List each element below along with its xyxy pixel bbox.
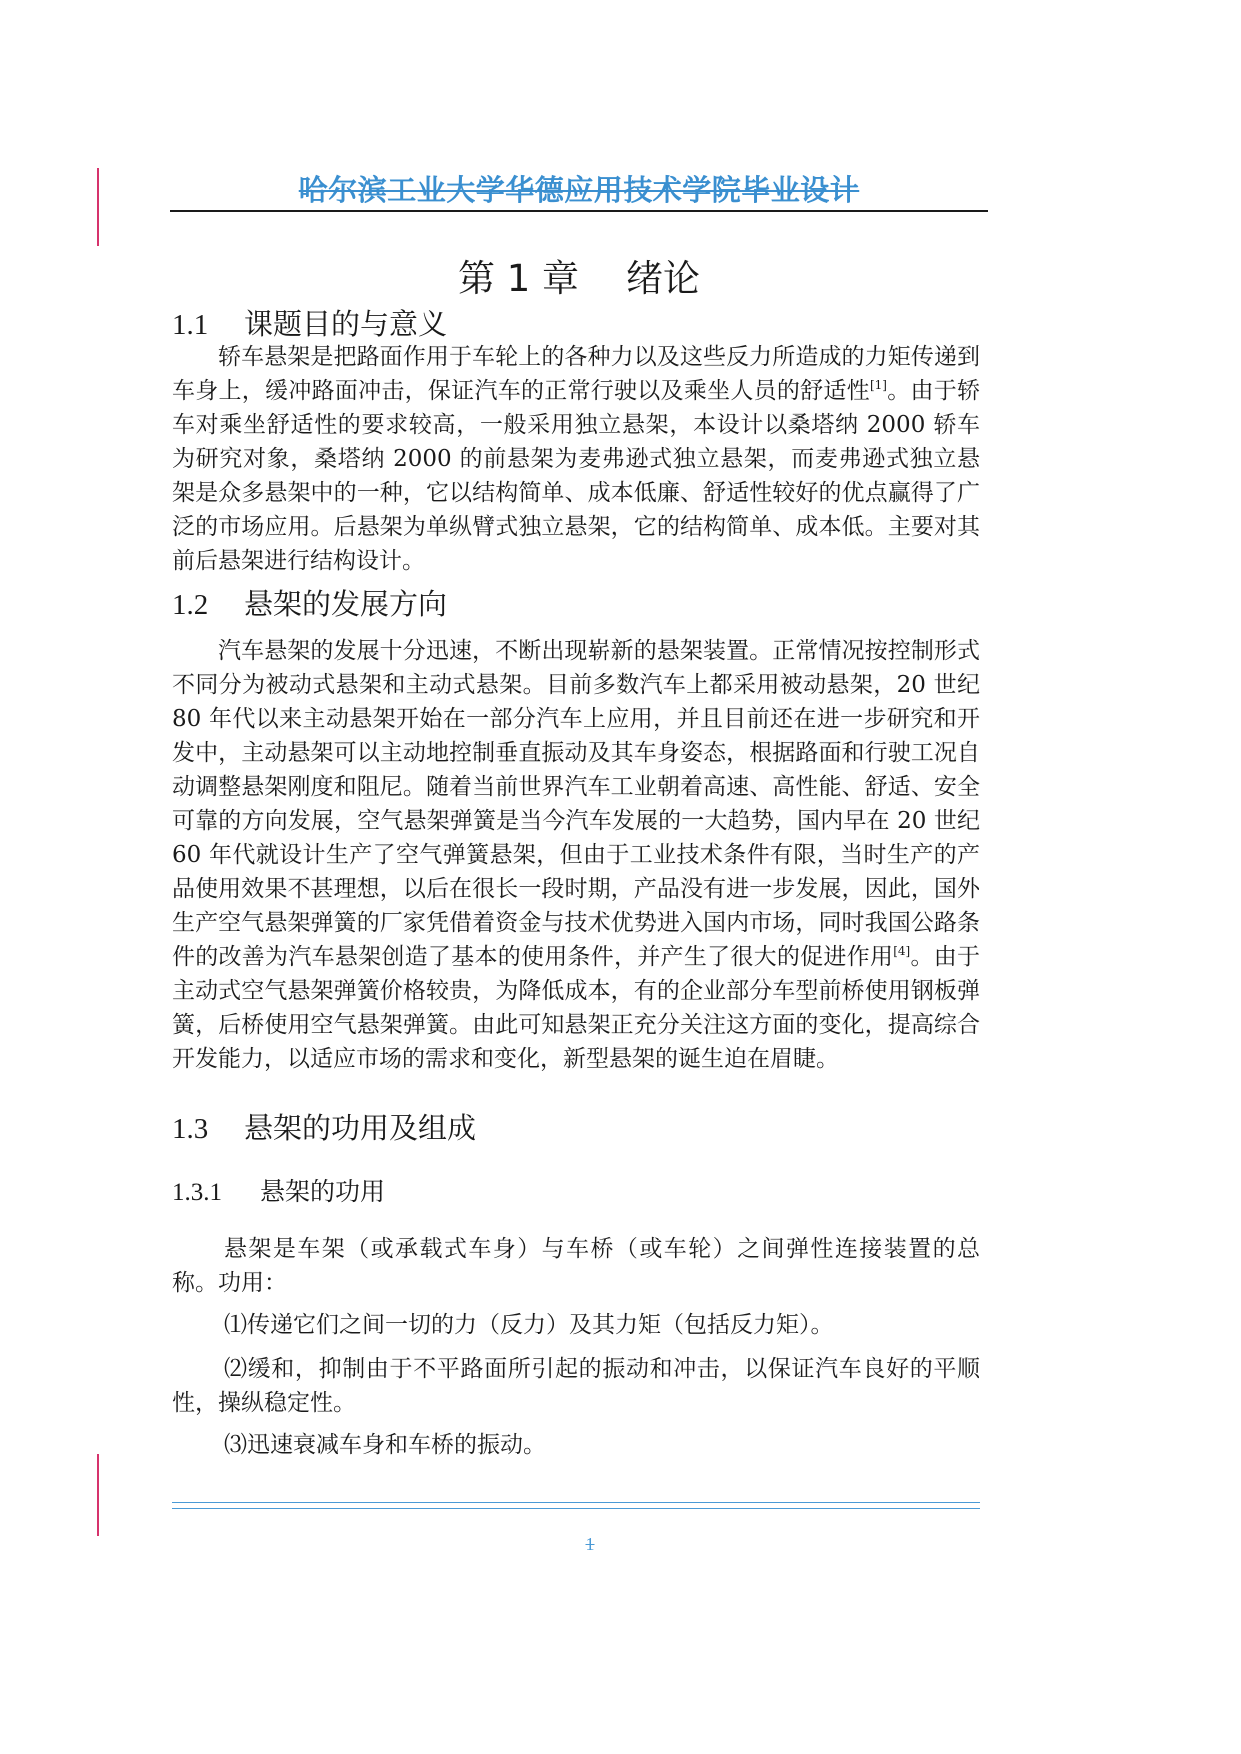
chapter-title: 第 1 章 绪论	[457, 257, 701, 300]
section-title: 悬架的发展方向	[244, 587, 448, 621]
section-heading-1-2	[172, 582, 447, 623]
citation: [1]	[869, 378, 887, 392]
revision-bar-top	[97, 168, 99, 246]
citation: [4]	[893, 944, 911, 958]
section-number: 1.3	[172, 1113, 209, 1145]
section-number: 1.2	[172, 589, 209, 621]
subsection-number: 1.3.1	[172, 1179, 222, 1206]
section-title: 悬架的功用及组成	[244, 1111, 477, 1145]
list-item-3: ⑶迅速衰减车身和车桥的振动。	[224, 1432, 546, 1458]
section-heading-1-1	[172, 302, 447, 343]
header-rule	[170, 210, 988, 212]
running-header-title: 哈尔滨工业大学华德应用技术学院毕业设计	[298, 173, 860, 207]
paragraph-1-2	[172, 634, 980, 1076]
list-item-2: ⑵缓和，抑制由于不平路面所引起的振动和冲击，以保证汽车良好的平顺性，操纵稳定性。	[172, 1356, 980, 1416]
page-number: 1	[585, 1534, 595, 1554]
subsection-title: 悬架的功用	[260, 1177, 386, 1206]
paragraph-1-1	[172, 340, 980, 578]
paragraph-text: 。由于主动式空气悬架弹簧价格较贵，为降低成本，有的企业部分车型前桥使用钢板弹簧，后桥使用空气悬架弹簧。由此可知悬架正充分关注这方面的变化，提高综合开发能力，以适应市场的需求和变化，新型悬架的诞生迫在眉睫。	[172, 944, 981, 1072]
revision-bar-bottom	[97, 1454, 99, 1536]
footer-rule-top	[172, 1502, 980, 1503]
footer-rule-bottom	[172, 1508, 980, 1509]
paragraph-text: 。由于轿车对乘坐舒适性的要求较高，一般采用独立悬架，本设计以桑塔纳 2000 轿车为研究对象，桑塔纳 2000 的前悬架为麦弗逊式独立悬架，而麦弗逊式独立悬架是众多悬架中的一种，它以结构简单、成本低廉、舒适性较好的优点赢得了广泛的市场应用。后悬架为单纵臂式独立悬架，它的结构简单、成本低。主要对其前后悬架进行结构设计。	[172, 378, 981, 574]
section-title: 课题目的与意义	[244, 307, 448, 341]
section-number: 1.1	[172, 309, 209, 341]
paragraph-text: 汽车悬架的发展十分迅速，不断出现崭新的悬架装置。正常情况按控制形式不同分为被动式悬架和主动式悬架。目前多数汽车上都采用被动悬架，20 世纪 80 年代以来主动悬架开始在一部分汽车上应用，并且目前还在进一步研究和开发中，主动悬架可以主动地控制垂直振动及其车身姿态，根据路面和行驶工况自动调整悬架刚度和阻尼。随着当前世界汽车工业朝着高速、高性能、舒适、安全可靠的方向发展，空气悬架弹簧是当今汽车发展的一大趋势，国内早在 20 世纪 60 年代就设计生产了空气弹簧悬架，但由于工业技术条件有限，当时生产的产品使用效果不甚理想，以后在很长一段时期，产品没有进一步发展，因此，国外生产空气悬架弹簧的厂家凭借着资金与技术优势进入国内市场，同时我国公路条件的改善为汽车悬架创造了基本的使用条件，并产生了很大的促进作用	[172, 638, 980, 970]
paragraph-1-3-1-intro: 悬架是车架（或承载式车身）与车桥（或车轮）之间弹性连接装置的总称。功用：	[172, 1236, 980, 1296]
list-item-1: ⑴传递它们之间一切的力（反力）及其力矩（包括反力矩）。	[224, 1312, 834, 1338]
subsection-heading-1-3-1	[172, 1172, 385, 1208]
section-heading-1-3	[172, 1106, 476, 1147]
paragraph-text: 轿车悬架是把路面作用于车轮上的各种力以及这些反力所造成的力矩传递到车身上，缓冲路面冲击，保证汽车的正常行驶以及乘坐人员的舒适性	[172, 344, 980, 404]
